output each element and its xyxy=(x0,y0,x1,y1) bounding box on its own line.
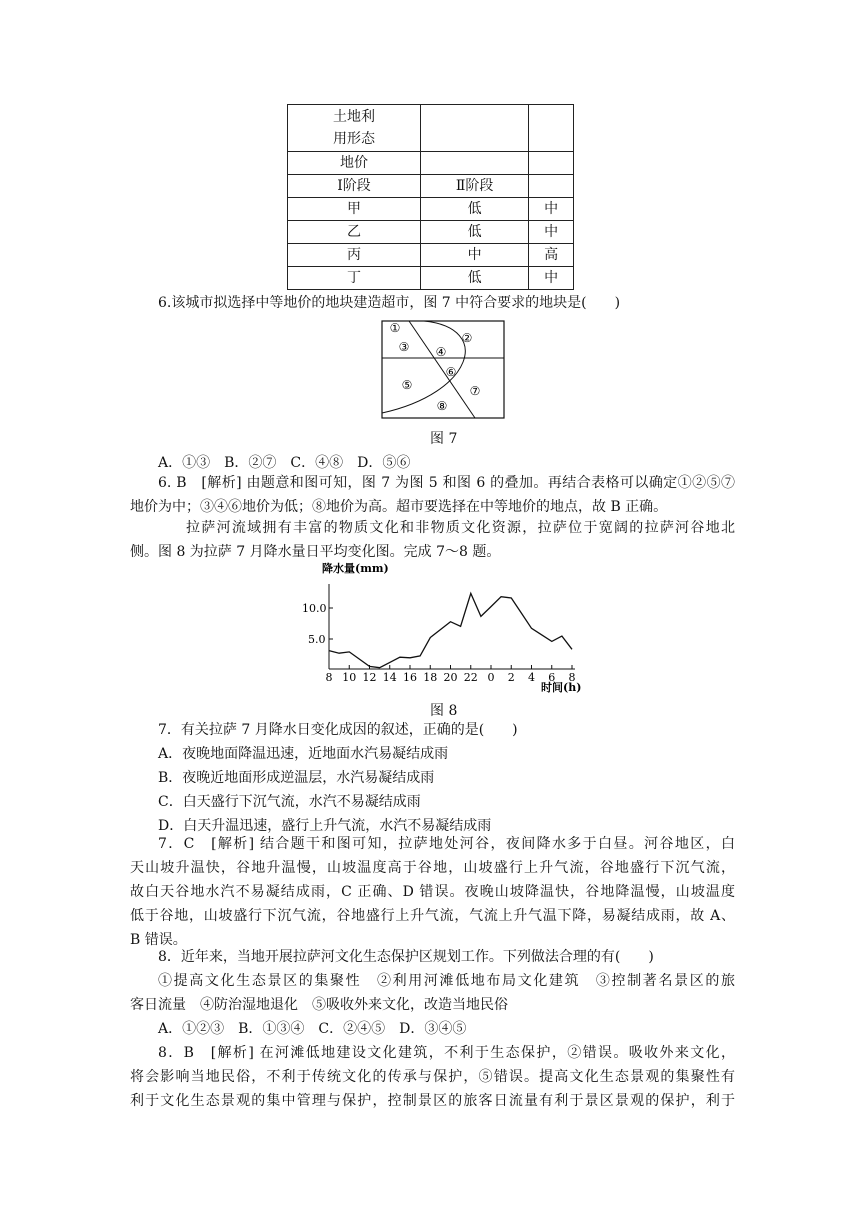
table-header-stage1: Ⅰ阶段 xyxy=(288,175,421,198)
x-tick-label: 10 xyxy=(342,671,357,684)
q7-stem: 7．有关拉萨 7 月降水日变化成因的叙述，正确的是( ) xyxy=(158,722,518,738)
table-cell-stage2: 中 xyxy=(529,198,574,221)
table-cell-stage1: 中 xyxy=(421,244,529,267)
x-tick-label: 16 xyxy=(403,671,417,684)
table-row xyxy=(288,244,574,267)
x-tick-label: 8 xyxy=(325,671,333,684)
x-tick-label: 14 xyxy=(382,671,397,684)
q7-answer-line: 低于谷地，山坡盛行下沉气流，谷地盛行上升气流，气流上升气温下降，易凝结成雨，故 A、 xyxy=(130,908,735,924)
q7-option-d: D．白天升温迅速，盛行上升气流，水汽不易凝结成雨 xyxy=(158,818,492,834)
table-cell-plot: 丙 xyxy=(288,244,421,267)
figure-7-map xyxy=(378,318,508,422)
x-tick-label: 4 xyxy=(528,671,535,684)
x-tick-label: 20 xyxy=(443,671,458,684)
table-cell-empty xyxy=(529,152,574,175)
q7-block xyxy=(158,718,518,838)
q8-answer-line: 8．B [解析] 在河滩低地建设文化建筑，不利于生态保护，②错误。吸收外来文化， xyxy=(158,1045,735,1061)
q6-answer xyxy=(130,471,735,519)
table-header-land-use xyxy=(288,105,421,152)
q8-items-line: ①提高文化生态景区的集聚性 ②利用河滩低地布局文化建筑 ③控制著名景区的旅 xyxy=(158,973,735,989)
intro-line: 侧。图 8 为拉萨 7 月降水量日平均变化图。完成 7～8 题。 xyxy=(130,544,501,560)
map-label-7: ⑦ xyxy=(469,384,481,398)
x-ticks xyxy=(326,665,576,684)
x-tick-label: 6 xyxy=(548,671,556,684)
x-tick-label: 18 xyxy=(423,671,438,684)
table-cell-stage1: 低 xyxy=(421,198,529,221)
intro-paragraph xyxy=(130,516,735,564)
q8-answer-line: 将会影响当地民俗，不利于传统文化的传承与保护，⑤错误。提高文化生态景观的集聚性有 xyxy=(130,1069,735,1085)
table-row xyxy=(288,267,574,290)
table-cell-stage1: 低 xyxy=(421,267,529,290)
q6-stem: 6.该城市拟选择中等地价的地块建造超市，图 7 中符合要求的地块是( ) xyxy=(158,295,621,311)
x-tick-label: 8 xyxy=(568,671,576,684)
chart-ylabel: 降水量(mm) xyxy=(322,562,389,575)
table-row xyxy=(288,198,574,221)
q7-answer-line: 天山坡升温快，谷地升温慢，山坡温度高于谷地，山坡盛行上升气流，谷地盛行下沉气流， xyxy=(130,860,735,876)
table-cell-empty xyxy=(421,152,529,175)
q7-option-a: A．夜晚地面降温迅速，近地面水汽易凝结成雨 xyxy=(158,746,449,762)
x-tick-label: 12 xyxy=(362,671,377,684)
table-cell-stage1: 低 xyxy=(421,221,529,244)
series-line-precipitation xyxy=(329,593,572,667)
x-tick-label: 2 xyxy=(507,671,515,684)
table-cell-stage2: 高 xyxy=(529,244,574,267)
chart-xlabel: 时间(h) xyxy=(541,681,582,694)
map-label-6: ⑥ xyxy=(445,365,457,379)
y-tick-label-5: 5.0 xyxy=(308,633,326,646)
x-tick-label: 22 xyxy=(463,671,478,684)
q7-answer xyxy=(130,832,735,952)
table-cell-empty xyxy=(529,175,574,198)
table-cell-stage2: 中 xyxy=(529,267,574,290)
y-tick-label-10: 10.0 xyxy=(302,602,327,615)
land-price-table xyxy=(287,104,574,290)
figure-8-caption: 图 8 xyxy=(430,703,458,719)
table-header-land-use-line1: 土地利 xyxy=(333,109,375,125)
table-cell-empty xyxy=(421,105,529,152)
table-row xyxy=(288,221,574,244)
table-cell-stage2: 中 xyxy=(529,221,574,244)
table-cell-empty xyxy=(529,105,574,152)
map-label-1: ① xyxy=(389,321,401,335)
map-label-2: ② xyxy=(461,331,473,345)
table-header-stage2: Ⅱ阶段 xyxy=(421,175,529,198)
table-header-land-use-line2: 用形态 xyxy=(333,131,375,147)
q8-answer-line: 利于文化生态景观的集中管理与保护，控制景区的旅客日流量有利于景区景观的保护，利于 xyxy=(130,1093,735,1109)
q7-option-c: C．白天盛行下沉气流，水汽不易凝结成雨 xyxy=(158,794,421,810)
map-label-5: ⑤ xyxy=(401,378,413,392)
figure-7-caption: 图 7 xyxy=(430,431,458,447)
q8-block xyxy=(130,945,735,1041)
map-label-3: ③ xyxy=(398,340,410,354)
q8-answer xyxy=(130,1041,735,1113)
table-header-land-price: 地价 xyxy=(288,152,421,175)
map-label-8: ⑧ xyxy=(436,399,448,413)
q6-options: A．①③ B．②⑦ C．④⑧ D．⑤⑥ xyxy=(158,455,411,471)
x-tick-label: 0 xyxy=(487,671,495,684)
q6-answer-line: 6. B [解析] 由题意和图可知，图 7 为图 5 和图 6 的叠加。再结合表格可以确定①②⑤⑦ xyxy=(158,475,735,491)
q7-answer-line: 7．C [解析] 结合题干和图可知，拉萨地处河谷，夜间降水多于白昼。河谷地区，白 xyxy=(158,836,735,852)
table-cell-plot: 乙 xyxy=(288,221,421,244)
q7-answer-line: 故白天谷地水汽不易凝结成雨，C 正确、D 错误。夜晚山坡降温快，谷地降温慢，山坡温度 xyxy=(130,884,735,900)
table-cell-plot: 甲 xyxy=(288,198,421,221)
q7-option-b: B．夜晚近地面形成逆温层，水汽易凝结成雨 xyxy=(158,770,435,786)
figure-8-chart xyxy=(300,560,600,700)
q6-answer-line: 地价为中；③④⑥地价为低；⑧地价为高。超市要选择在中等地价的地点，故 B 正确。 xyxy=(130,499,668,515)
table-cell-plot: 丁 xyxy=(288,267,421,290)
q8-items-line: 客日流量 ④防治湿地退化 ⑤吸收外来文化，改造当地民俗 xyxy=(130,997,508,1013)
intro-line: 拉萨河流域拥有丰富的物质文化和非物质文化资源，拉萨位于宽阔的拉萨河谷地北 xyxy=(186,520,735,536)
map-label-4: ④ xyxy=(435,345,447,359)
q7-answer-line: B 错误。 xyxy=(130,932,187,948)
q8-options: A．①②③ B．①③④ C．②④⑤ D．③④⑤ xyxy=(158,1021,467,1037)
q8-stem: 8．近年来，当地开展拉萨河文化生态保护区规划工作。下列做法合理的有( ) xyxy=(158,949,654,965)
